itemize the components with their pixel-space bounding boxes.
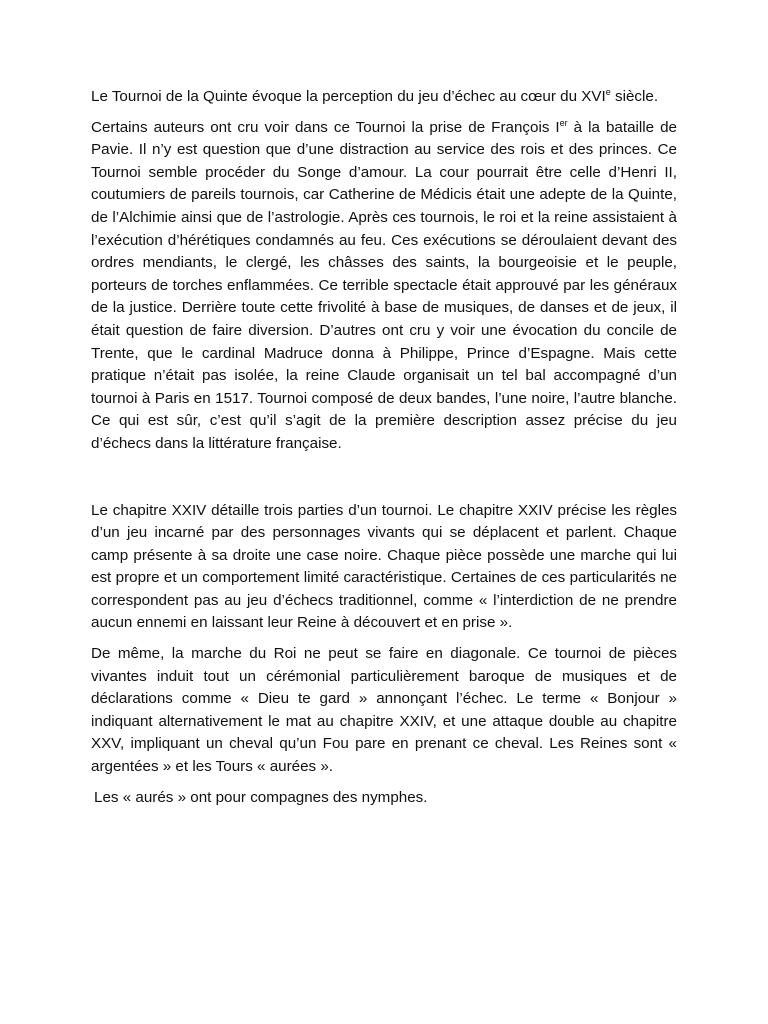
paragraph-text: Le chapitre XXIV détaille trois parties d’un tournoi. Le chapitre XXIV précise les règles d’un jeu incarné par des personnages vivants qui se déplacent et parlent. Chaque camp présente à sa droite une case noire. Chaque pièce possède une marche qui lui est propre et un comportement limité caractéristique. Certaines de ces particularités ne correspondent pas au jeu d’échecs traditionnel, comme « l’interdiction de ne prendre aucun ennemi en laissant leur Reine à découvert et en prise ». (91, 501, 677, 632)
paragraph-text: Les « aurés » ont pour compagnes des nymphes. (94, 788, 428, 806)
paragraph-text: Certains auteurs ont cru voir dans ce Tournoi la prise de François I (91, 118, 560, 136)
paragraph-text: De même, la marche du Roi ne peut se faire en diagonale. Ce tournoi de pièces vivantes induit tout un cérémonial particulièrement baroque de musiques et de déclarations comme « Dieu te gard » annonçant l’échec. Le terme « Bonjour » indiquant alternativement le mat au chapitre XXIV, et une attaque double au chapitre XXV, impliquant un cheval qu’un Fou pare en prenant ce cheval. Les Reines sont « argentées » et les Tours « aurées ». (91, 645, 677, 776)
paragraph-king-move (91, 643, 677, 779)
paragraph-text: siècle. (610, 88, 659, 105)
superscript: er (559, 117, 568, 128)
paragraph-nymphs (94, 787, 677, 810)
paragraph-spacer (91, 464, 677, 500)
paragraph-intro (91, 86, 677, 109)
superscript: e (605, 87, 611, 97)
paragraph-text: à la bataille de Pavie. Il n’y est question que d’une distraction au service des rois et des princes. Ce Tournoi semble procéder du Songe d’amour. La cour pourrait être celle d’Henri II, coutumiers de pareils tournois, car Catherine de Médicis était une adepte de la Quinte, de l’Alchimie ainsi que de l’astrologie. Après ces tournois, le roi et la reine assistaient à l’exécution d’hérétiques condamnés au feu. Ces exécutions se déroulaient devant des ordres mendiants, le clergé, les châsses des saints, la bourgeoisie et le peuple, porteurs de torches enflammées. Ce terrible spectacle était approuvé par les généraux de la justice. Derrière toute cette frivolité à base de musiques, de danses et de jeux, il était question de faire diversion. D’autres ont cru y voir une évocation du concile de Trente, que le cardinal Madruce donna à Philippe, Prince d’Espagne. Mais cette pratique n’était pas isolée, la reine Claude organisait un tel bal accompagné d’un tournoi à Paris en 1517. Tournoi composé de deux bandes, l’une noire, l’autre blanche. Ce qui est sûr, c’est qu’il s’agit de la première description assez précise du jeu d’échecs dans la littérature française. (91, 118, 677, 452)
paragraph-authors (91, 117, 677, 456)
paragraph-text: Le Tournoi de la Quinte évoque la perception du jeu d’échec au cœur du XVI (91, 88, 606, 105)
paragraph-chapter-xxiv (91, 500, 677, 636)
document-body (91, 86, 677, 817)
